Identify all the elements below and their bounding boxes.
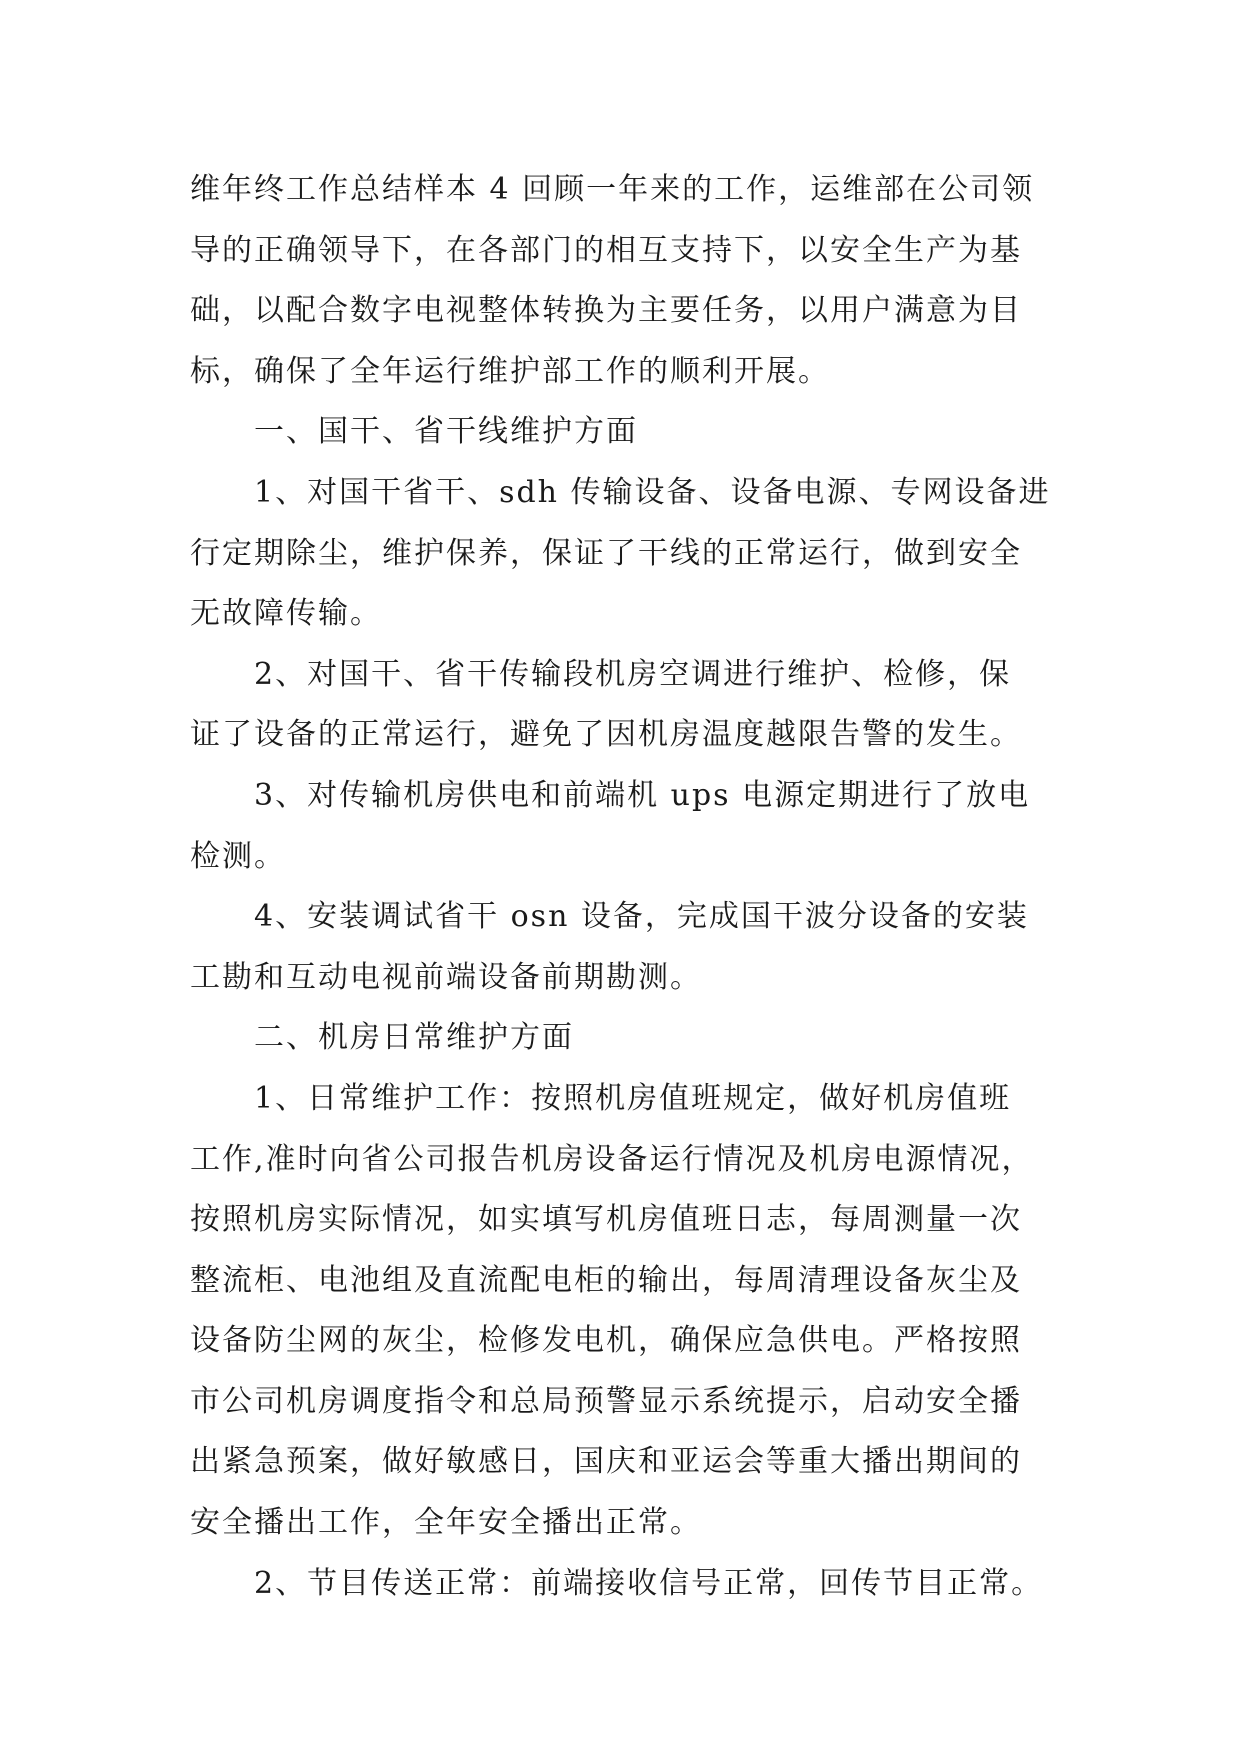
section-heading: 一、国干、省干线维护方面 (254, 414, 638, 450)
text-line: 4、安装调试省干 osn 设备，完成国干波分设备的安装 (254, 899, 1029, 935)
text-line: 1、对国干省干、sdh 传输设备、设备电源、专网设备进 (254, 474, 1051, 510)
text-line: 设备防尘网的灰尘，检修发电机，确保应急供电。严格按照 (190, 1323, 1022, 1359)
text-line: 证了设备的正常运行，避免了因机房温度越限告警的发生。 (190, 717, 1022, 753)
text-line: 无故障传输。 (190, 596, 382, 632)
text-line: 础，以配合数字电视整体转换为主要任务，以用户满意为目 (190, 293, 1022, 329)
text-line: 工勘和互动电视前端设备前期勘测。 (190, 959, 702, 995)
text-line: 检测。 (190, 838, 286, 874)
text-line: 3、对传输机房供电和前端机 ups 电源定期进行了放电 (254, 777, 1031, 813)
text-line: 1、日常维护工作：按照机房值班规定，做好机房值班 (254, 1080, 1012, 1116)
text-line: 行定期除尘，维护保养，保证了干线的正常运行，做到安全 (190, 535, 1022, 571)
text-line: 2、对国干、省干传输段机房空调进行维护、检修，保 (254, 656, 1012, 692)
text-line: 维年终工作总结样本 4 回顾一年来的工作，运维部在公司领 (190, 172, 1035, 207)
text-line: 整流柜、电池组及直流配电柜的输出，每周清理设备灰尘及 (190, 1262, 1022, 1298)
text-line: 按照机房实际情况，如实填写机房值班日志，每周测量一次 (190, 1202, 1022, 1238)
text-line: 出紧急预案，做好敏感日，国庆和亚运会等重大播出期间的 (190, 1444, 1022, 1480)
text-line: 2、节目传送正常：前端接收信号正常，回传节目正常。 (254, 1565, 1044, 1601)
text-line: 安全播出工作，全年安全播出正常。 (190, 1505, 702, 1541)
text-line: 工作,准时向省公司报告机房设备运行情况及机房电源情况， (190, 1141, 1034, 1177)
text-line: 市公司机房调度指令和总局预警显示系统提示，启动安全播 (190, 1383, 1022, 1419)
document-body (190, 160, 1060, 1614)
text-line: 标，确保了全年运行维护部工作的顺利开展。 (190, 353, 830, 389)
section-heading: 二、机房日常维护方面 (254, 1020, 574, 1056)
text-line: 导的正确领导下，在各部门的相互支持下，以安全生产为基 (190, 232, 1022, 268)
